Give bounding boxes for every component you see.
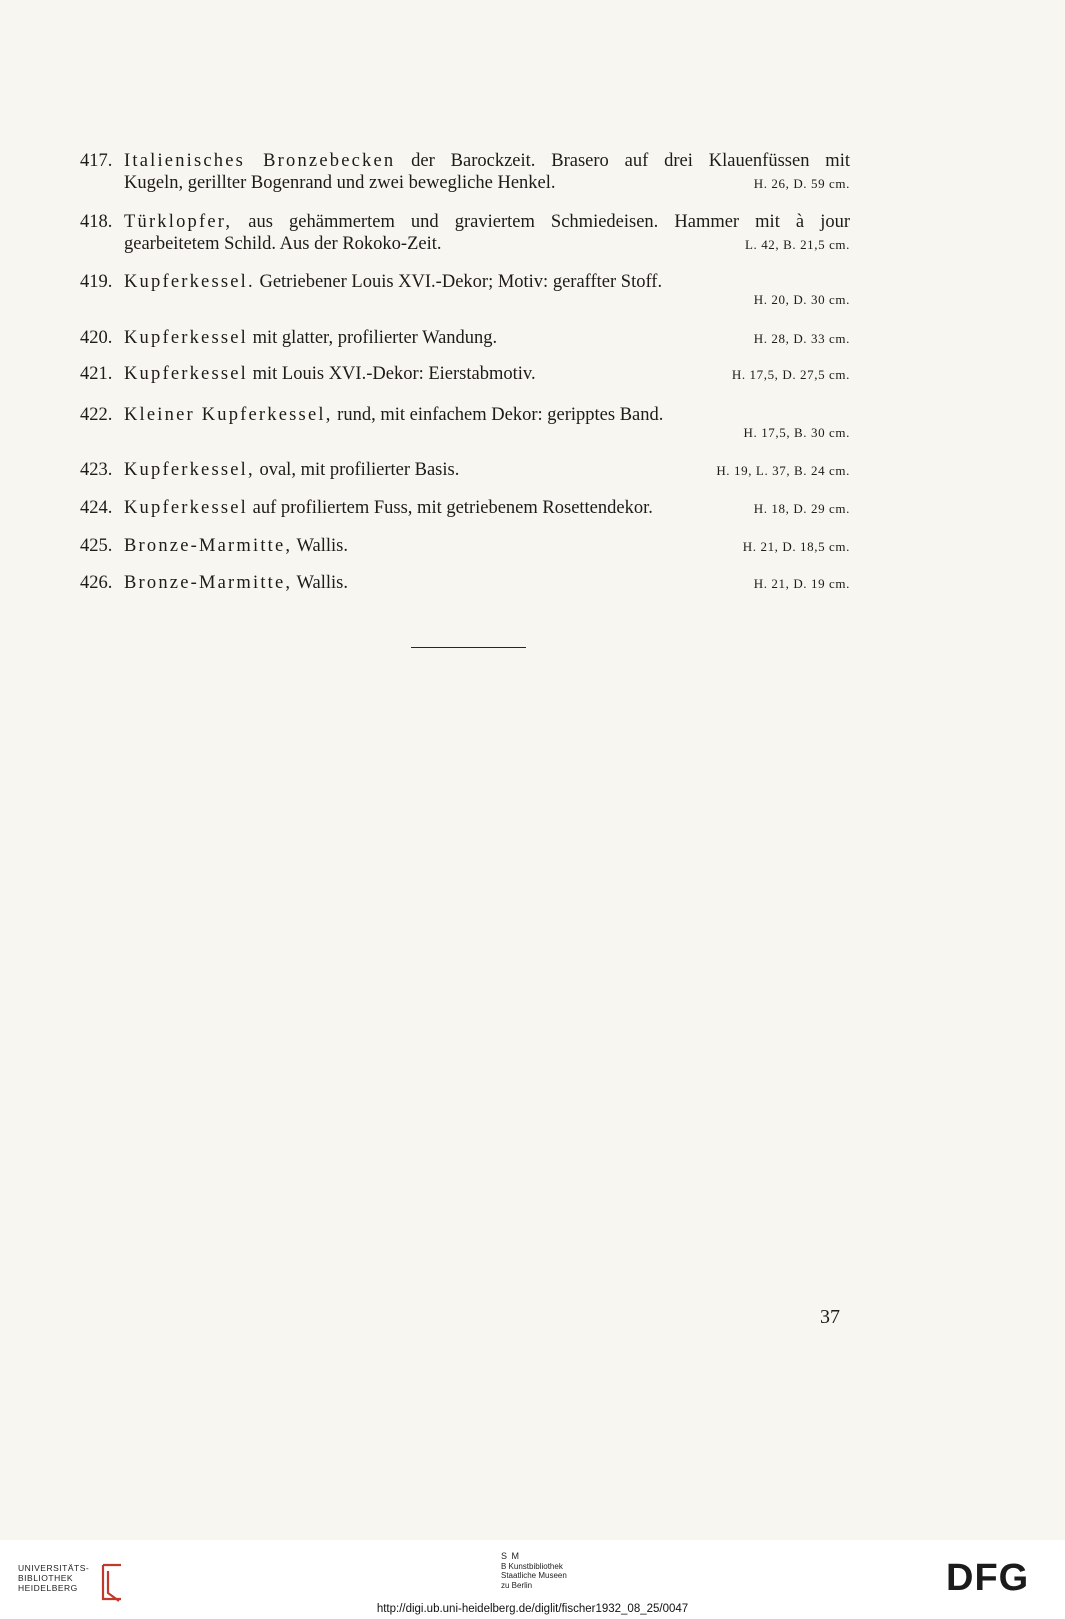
entry-number: 420. <box>80 328 113 348</box>
entry-description-cont: Kugeln, gerillter Bogenrand und zwei bewegliche Henkel. <box>124 173 556 193</box>
smb-logo-line: zu Berlin <box>501 1580 533 1590</box>
entry-description: oval, mit profilierter Basis. <box>254 460 460 480</box>
entry-description: der Barockzeit. Brasero auf drei Klauenfüssen mit <box>395 151 850 171</box>
entry-title: Italienisches Bronzebecken <box>124 151 396 171</box>
smb-kunstbibliothek-logo[interactable] <box>501 1552 567 1590</box>
entry-number: 417. <box>80 151 113 171</box>
entry-title: Kupferkessel <box>124 328 249 348</box>
section-divider <box>411 647 526 648</box>
entry-dimensions: H. 28, D. 33 cm. <box>753 331 850 346</box>
smb-logo-line: B Kunstbibliothek <box>501 1561 563 1571</box>
catalog-entry-418 <box>80 211 850 256</box>
entry-title: Türklopfer, <box>124 212 233 232</box>
catalog-entry-421 <box>80 363 850 386</box>
entry-dimensions: H. 21, D. 19 cm. <box>753 576 850 591</box>
entry-dimensions: H. 20, D. 30 cm. <box>753 292 850 307</box>
ub-heidelberg-logo[interactable] <box>18 1563 89 1593</box>
catalog-entry-417 <box>80 150 850 195</box>
entry-number: 424. <box>80 498 113 518</box>
smb-logo-line: S M <box>501 1551 521 1561</box>
entry-title: Bronze-Marmitte, <box>124 536 293 556</box>
entry-dimensions: H. 26, D. 59 cm. <box>753 176 850 191</box>
entry-title: Kupferkessel <box>124 364 249 384</box>
catalog-entry-422 <box>80 404 850 444</box>
entry-description: Wallis. <box>292 536 348 556</box>
entry-dimensions: H. 17,5, D. 27,5 cm. <box>731 367 850 382</box>
ub-logo-line: BIBLIOTHEK <box>18 1573 74 1583</box>
page-number: 37 <box>820 1306 840 1328</box>
permalink-url[interactable]: http://digi.ub.uni-heidelberg.de/diglit/fischer1932_08_25/0047 <box>376 1603 689 1615</box>
entry-description: Wallis. <box>292 573 348 593</box>
catalog-entry-419 <box>80 271 850 311</box>
entry-title: Kleiner Kupferkessel, <box>124 405 333 425</box>
ub-heidelberg-mark-icon <box>97 1561 127 1603</box>
entry-description: aus gehämmertem und graviertem Schmiedeisen. Hammer mit à jour <box>232 212 850 232</box>
entry-number: 426. <box>80 573 113 593</box>
entry-dimensions: L. 42, B. 21,5 cm. <box>744 237 850 252</box>
entry-dimensions: H. 18, D. 29 cm. <box>753 501 850 516</box>
dfg-logo[interactable]: DFG <box>946 1557 1030 1599</box>
entry-dimensions: H. 19, L. 37, B. 24 cm. <box>716 463 850 478</box>
ub-logo-line: UNIVERSITÄTS- <box>18 1563 90 1573</box>
entry-dimensions: H. 21, D. 18,5 cm. <box>742 539 850 554</box>
entry-description: rund, mit einfachem Dekor: geripptes Band. <box>332 405 664 425</box>
entry-number: 419. <box>80 272 113 292</box>
entry-number: 418. <box>80 212 113 232</box>
entry-description: auf profiliertem Fuss, mit getriebenem Rosettendekor. <box>248 498 653 518</box>
catalog-entry-420 <box>80 327 850 350</box>
catalog-entry-426 <box>80 572 850 595</box>
catalog-entry-425 <box>80 535 850 558</box>
entry-number: 425. <box>80 536 113 556</box>
smb-logo-line: Staatliche Museen <box>501 1571 567 1580</box>
entry-title: Kupferkessel, <box>124 460 255 480</box>
ub-logo-line: HEIDELBERG <box>18 1583 78 1593</box>
entry-dimensions: H. 17,5, B. 30 cm. <box>743 425 850 440</box>
entry-description-cont: gearbeitetem Schild. Aus der Rokoko-Zeit. <box>124 234 442 254</box>
entry-title: Bronze-Marmitte, <box>124 573 293 593</box>
entry-number: 423. <box>80 460 113 480</box>
entry-title: Kupferkessel. <box>124 272 255 292</box>
catalog-entry-424 <box>80 497 850 520</box>
entry-number: 421. <box>80 364 113 384</box>
entry-description: Getriebener Louis XVI.-Dekor; Motiv: geraffter Stoff. <box>254 272 663 292</box>
entry-description: mit glatter, profilierter Wandung. <box>248 328 498 348</box>
entry-number: 422. <box>80 405 113 425</box>
catalog-entry-423 <box>80 459 850 482</box>
entry-description: mit Louis XVI.-Dekor: Eierstabmotiv. <box>248 364 536 384</box>
entry-title: Kupferkessel <box>124 498 249 518</box>
